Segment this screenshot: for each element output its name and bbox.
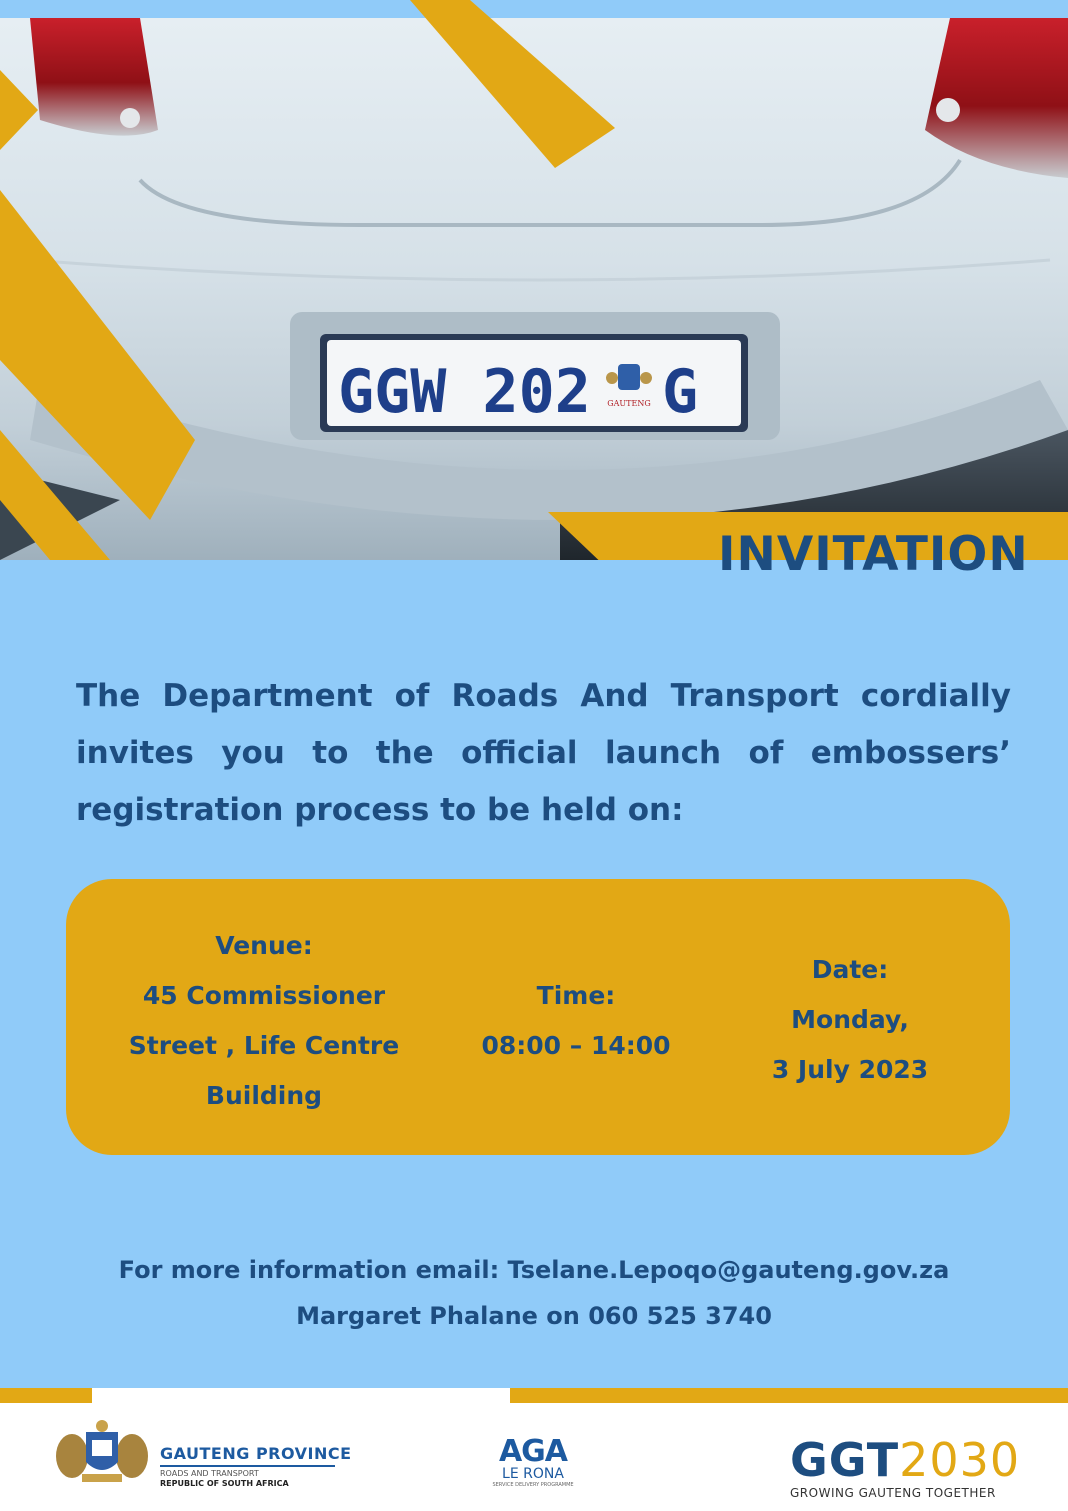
ggt-tagline: GROWING GAUTENG TOGETHER <box>790 1486 996 1500</box>
plate-suffix-text: G <box>662 357 699 427</box>
gauteng-crest-icon <box>52 1418 152 1488</box>
invitation-title: INVITATION <box>718 527 1029 582</box>
venue-column <box>90 921 438 1121</box>
time-label: Time: <box>536 981 616 1010</box>
venue-line: Building <box>205 1081 323 1110</box>
time-column <box>462 971 690 1071</box>
aga-logo-text: AGA <box>498 1434 568 1469</box>
licence-plate <box>320 334 748 432</box>
ggt-brand: GGT <box>790 1433 900 1487</box>
left-tail-light-icon <box>30 18 158 136</box>
time-value: 08:00 – 14:00 <box>481 1031 671 1060</box>
aga-logo-sub: LE RONA <box>502 1466 564 1482</box>
ggt2030-logo <box>790 1434 1020 1500</box>
plate-province-text: GAUTENG <box>607 399 651 408</box>
ggt-year: 2030 <box>899 1433 1021 1487</box>
gauteng-province-country: REPUBLIC OF SOUTH AFRICA <box>160 1479 289 1488</box>
venue-line: 45 Commissioner <box>142 981 386 1010</box>
footer-gold-line-right <box>510 1388 1068 1403</box>
gauteng-province-dept: ROADS AND TRANSPORT <box>160 1469 259 1478</box>
footer-gold-line-left <box>0 1388 92 1403</box>
contact-email-line: For more information email: Tselane.Lepoqo@gauteng.gov.za <box>118 1256 950 1284</box>
date-line: 3 July 2023 <box>771 1055 929 1084</box>
date-column <box>746 945 954 1095</box>
intro-paragraph: The Department of Roads And Transport cordially invites you to the official launch of embossers’ registration process to be held on: <box>76 678 1011 828</box>
contact-phone-line: Margaret Phalane on 060 525 3740 <box>296 1302 772 1330</box>
aga-logo-tagline: SERVICE DELIVERY PROGRAMME <box>492 1482 574 1488</box>
date-label: Date: <box>811 955 889 984</box>
venue-label: Venue: <box>215 931 313 960</box>
gauteng-province-logo <box>160 1444 352 1489</box>
date-line: Monday, <box>791 1005 909 1034</box>
aga-le-rona-logo <box>488 1434 578 1489</box>
gauteng-province-title: GAUTENG PROVINCE <box>160 1444 352 1463</box>
venue-line: Street , Life Centre <box>128 1031 400 1060</box>
plate-number-text: GGW 202 <box>338 357 591 427</box>
hero-photo <box>0 0 1068 560</box>
event-details-box <box>66 879 1010 1155</box>
